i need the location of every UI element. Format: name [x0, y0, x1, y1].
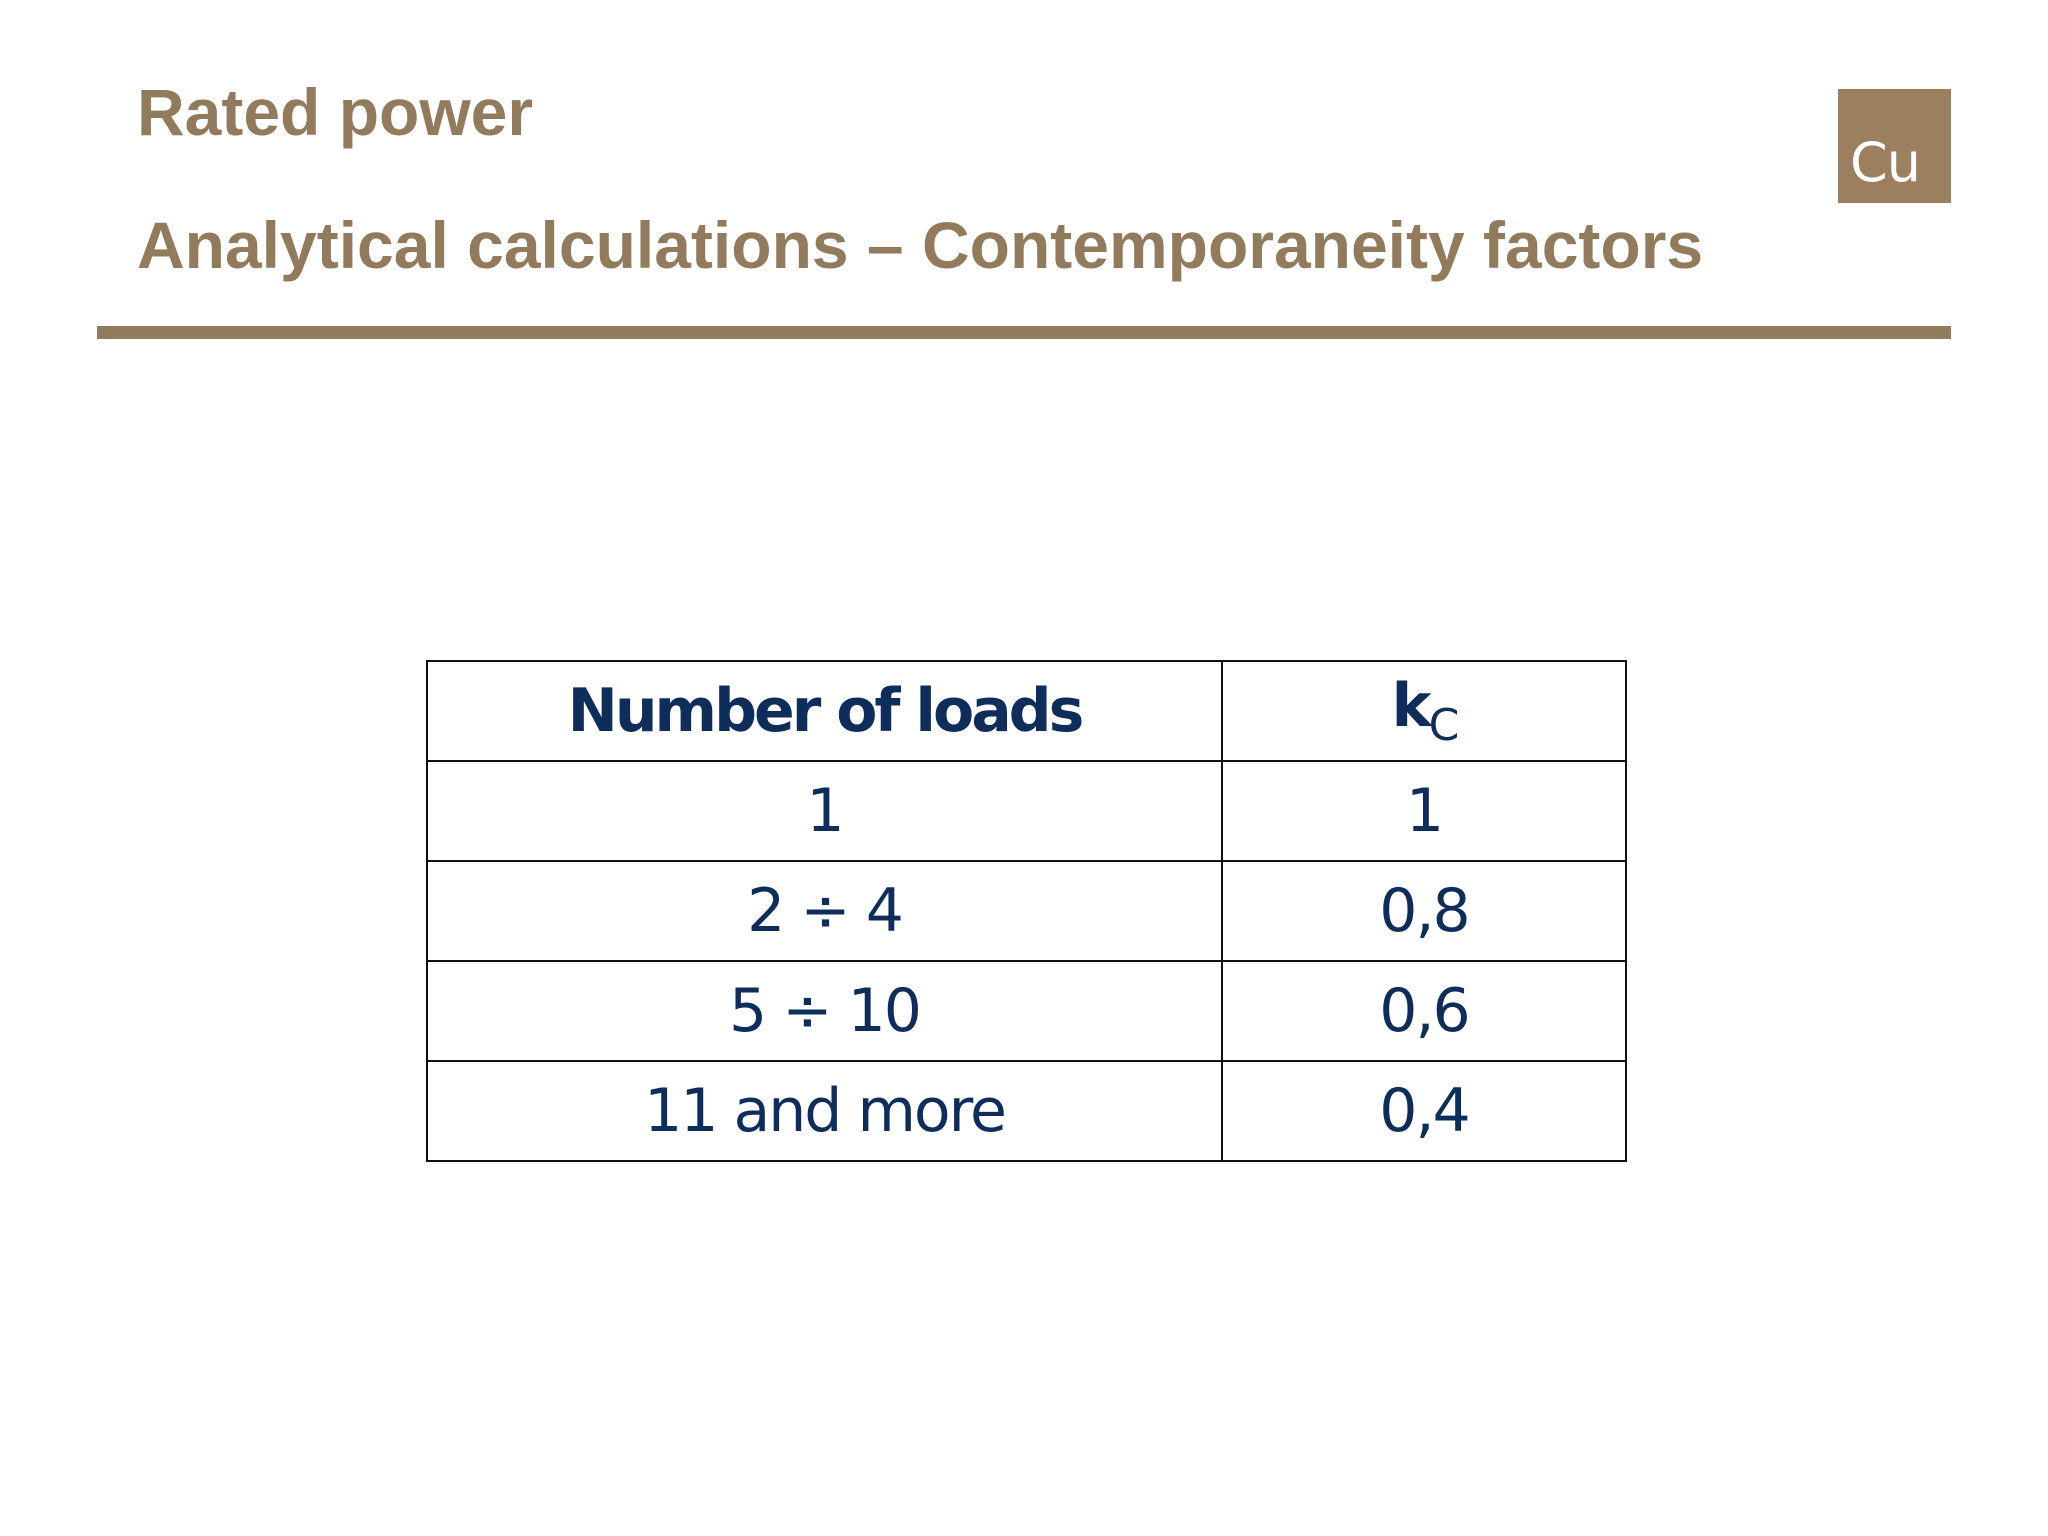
contemporaneity-table-container	[426, 660, 1627, 1162]
header-kc-subscript: C	[1428, 700, 1457, 751]
cell-kc: 1	[1222, 761, 1626, 861]
cell-kc: 0,6	[1222, 961, 1626, 1061]
cell-number-of-loads: 5 ÷ 10	[427, 961, 1222, 1061]
cell-kc: 0,8	[1222, 861, 1626, 961]
header-number-of-loads: Number of loads	[427, 661, 1222, 761]
table-row	[427, 761, 1626, 861]
header-kc	[1222, 661, 1626, 761]
title-divider	[97, 326, 1951, 339]
cell-number-of-loads: 2 ÷ 4	[427, 861, 1222, 961]
header-kc-base: k	[1391, 671, 1429, 741]
slide-subtitle: Analytical calculations – Contemporaneity factors	[137, 208, 1704, 282]
contemporaneity-factors-table	[426, 660, 1627, 1162]
table-row	[427, 861, 1626, 961]
cell-kc: 0,4	[1222, 1061, 1626, 1161]
slide-title: Rated power	[137, 75, 534, 149]
cell-number-of-loads: 11 and more	[427, 1061, 1222, 1161]
copper-logo: Cu	[1838, 89, 1951, 203]
table-row	[427, 1061, 1626, 1161]
table-header-row	[427, 661, 1626, 761]
table-row	[427, 961, 1626, 1061]
cell-number-of-loads: 1	[427, 761, 1222, 861]
